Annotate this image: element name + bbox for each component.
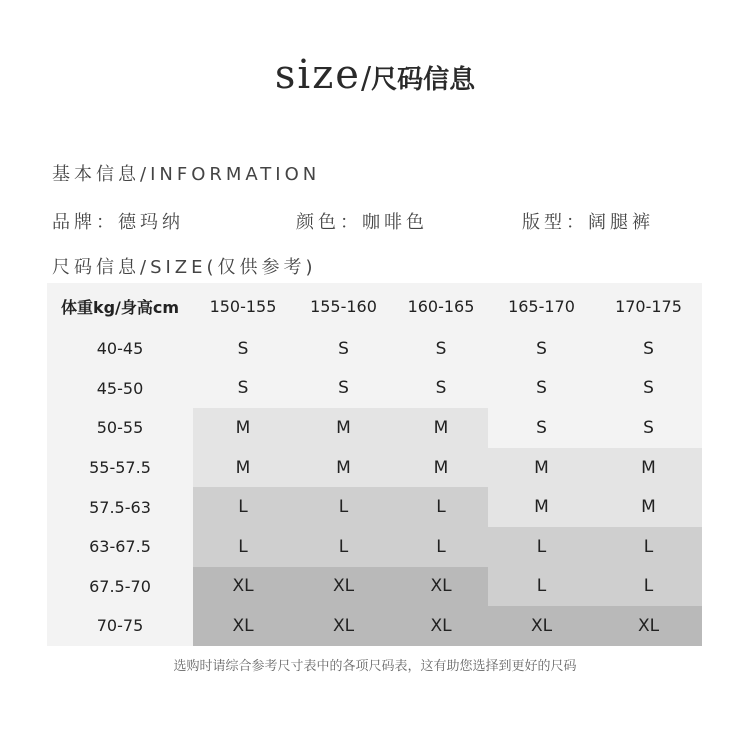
size-cell: M <box>193 408 293 448</box>
table-row <box>47 408 702 448</box>
size-cell: M <box>488 448 595 488</box>
height-column-header: 150-155 <box>209 296 277 316</box>
size-cell: L <box>293 527 394 567</box>
weight-range-label: 63-67.5 <box>89 537 151 557</box>
brand-info: 品牌：德玛纳 <box>52 212 184 233</box>
size-cell: S <box>193 329 293 369</box>
size-chart-table <box>47 283 702 646</box>
size-cell: L <box>488 567 595 607</box>
weight-range-label: 70-75 <box>96 616 144 636</box>
height-column-header: 165-170 <box>508 296 575 316</box>
weight-range-label: 40-45 <box>96 339 144 359</box>
table-row <box>47 329 702 369</box>
height-column-header: 155-160 <box>310 296 377 316</box>
size-cell: S <box>193 369 293 409</box>
size-cell: S <box>595 408 702 448</box>
weight-range-label: 67.5-70 <box>89 576 151 596</box>
size-cell: S <box>488 329 595 369</box>
size-cell: L <box>595 527 702 567</box>
page-title <box>0 52 750 98</box>
size-cell: M <box>595 448 702 488</box>
table-row <box>47 567 702 607</box>
size-cell: XL <box>193 606 293 646</box>
size-cell: XL <box>394 606 488 646</box>
size-cell: M <box>394 408 488 448</box>
size-cell: M <box>595 487 702 527</box>
size-cell: L <box>193 487 293 527</box>
size-cell: L <box>394 527 488 567</box>
size-cell: S <box>488 369 595 409</box>
size-cell: S <box>293 369 394 409</box>
table-row <box>47 369 702 409</box>
size-cell: XL <box>394 567 488 607</box>
weight-range-label: 55-57.5 <box>89 458 151 478</box>
height-column-header: 160-165 <box>407 296 475 316</box>
size-cell: L <box>488 527 595 567</box>
size-cell: L <box>293 487 394 527</box>
footnote: 选购时请综合参考尺寸表中的各项尺码表，这有助您选择到更好的尺码 <box>173 659 577 674</box>
size-cell: L <box>193 527 293 567</box>
basic-info-heading: 基本信息/INFORMATION <box>52 164 321 185</box>
color-info: 颜色：咖啡色 <box>296 212 428 233</box>
weight-range-label: 50-55 <box>96 418 144 438</box>
size-cell: XL <box>488 606 595 646</box>
table-corner-header: 体重kg/身高cm <box>60 297 180 317</box>
size-cell: XL <box>193 567 293 607</box>
title-size-word: size <box>274 52 361 98</box>
fit-info: 版型：阔腿裤 <box>522 212 654 233</box>
title-separator: / <box>360 61 372 96</box>
size-cell: M <box>394 448 488 488</box>
size-cell: S <box>394 369 488 409</box>
size-cell: XL <box>595 606 702 646</box>
table-row <box>47 606 702 646</box>
size-cell: M <box>488 487 595 527</box>
table-row <box>47 487 702 527</box>
size-cell: S <box>595 369 702 409</box>
height-column-header: 170-175 <box>615 296 682 316</box>
table-row <box>47 527 702 567</box>
weight-range-label: 45-50 <box>96 378 144 398</box>
size-cell: XL <box>293 567 394 607</box>
size-cell: M <box>193 448 293 488</box>
size-cell: XL <box>293 606 394 646</box>
weight-range-label: 57.5-63 <box>89 497 151 517</box>
size-cell: S <box>488 408 595 448</box>
size-info-heading: 尺码信息/SIZE(仅供参考) <box>52 257 317 278</box>
size-cell: L <box>394 487 488 527</box>
size-cell: S <box>293 329 394 369</box>
table-header-row <box>47 283 702 329</box>
table-row <box>47 448 702 488</box>
size-cell: M <box>293 408 394 448</box>
size-cell: S <box>595 329 702 369</box>
title-chinese: 尺码信息 <box>371 65 476 95</box>
size-cell: S <box>394 329 488 369</box>
size-cell: M <box>293 448 394 488</box>
size-cell: L <box>595 567 702 607</box>
